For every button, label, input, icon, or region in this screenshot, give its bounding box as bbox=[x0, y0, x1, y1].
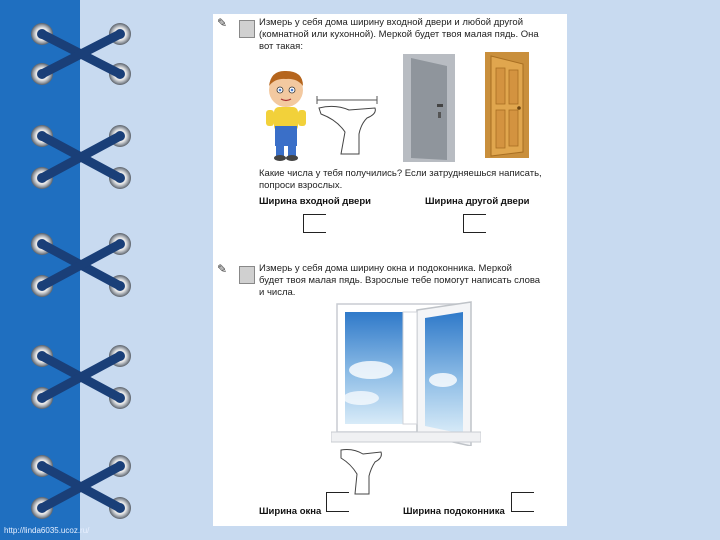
entrance-door-label: Ширина входной двери bbox=[259, 196, 371, 207]
windowsill-answer-box[interactable] bbox=[511, 492, 534, 512]
pencil-icon: ✎ bbox=[217, 262, 228, 276]
lace-group-3 bbox=[31, 233, 131, 297]
hand-span-illustration bbox=[315, 94, 383, 156]
interior-door-illustration bbox=[485, 52, 529, 160]
other-door-answer-box[interactable] bbox=[463, 214, 486, 233]
task1-line3: вот такая: bbox=[259, 41, 303, 52]
window-answer-box[interactable] bbox=[326, 492, 349, 512]
worksheet-page bbox=[213, 14, 567, 526]
windowsill-width-label: Ширина подоконника bbox=[403, 506, 505, 517]
task2-instructions bbox=[259, 263, 559, 299]
task1-line1: Измерь у себя дома ширину входной двери и любой другой bbox=[259, 17, 524, 28]
task1-instructions bbox=[259, 17, 559, 53]
task1-question bbox=[259, 168, 559, 192]
task1-line2: (комнатной или кухонной). Меркой будет твоя малая пядь. Она bbox=[259, 29, 539, 40]
lace-group-5 bbox=[31, 455, 131, 519]
window-illustration bbox=[331, 300, 481, 446]
task2-line3: и числа. bbox=[259, 287, 296, 298]
lace-group-1 bbox=[31, 23, 131, 85]
task1-checkbox bbox=[239, 20, 255, 38]
lace-group-4 bbox=[31, 345, 131, 409]
lace-group-2 bbox=[31, 125, 131, 189]
task2-line2: будет твоя малая пядь. Взрослые тебе помогут написать слова bbox=[259, 275, 541, 286]
task2-checkbox bbox=[239, 266, 255, 284]
entrance-door-answer-box[interactable] bbox=[303, 214, 326, 233]
task1-question-line1: Какие числа у тебя получились? Если затрудняешься написать, bbox=[259, 168, 542, 179]
hand-span-illustration-2 bbox=[337, 446, 387, 496]
entrance-door-illustration bbox=[403, 54, 455, 164]
other-door-label: Ширина другой двери bbox=[425, 196, 530, 207]
task2-line1: Измерь у себя дома ширину окна и подоконника. Меркой bbox=[259, 263, 512, 274]
boy-illustration bbox=[261, 68, 311, 162]
window-width-label: Ширина окна bbox=[259, 506, 322, 517]
pencil-icon: ✎ bbox=[217, 16, 228, 30]
task1-question-line2: попроси взрослых. bbox=[259, 180, 343, 191]
shoelace-binding bbox=[0, 0, 160, 540]
source-url: http://linda6035.ucoz.ru/ bbox=[4, 526, 90, 535]
